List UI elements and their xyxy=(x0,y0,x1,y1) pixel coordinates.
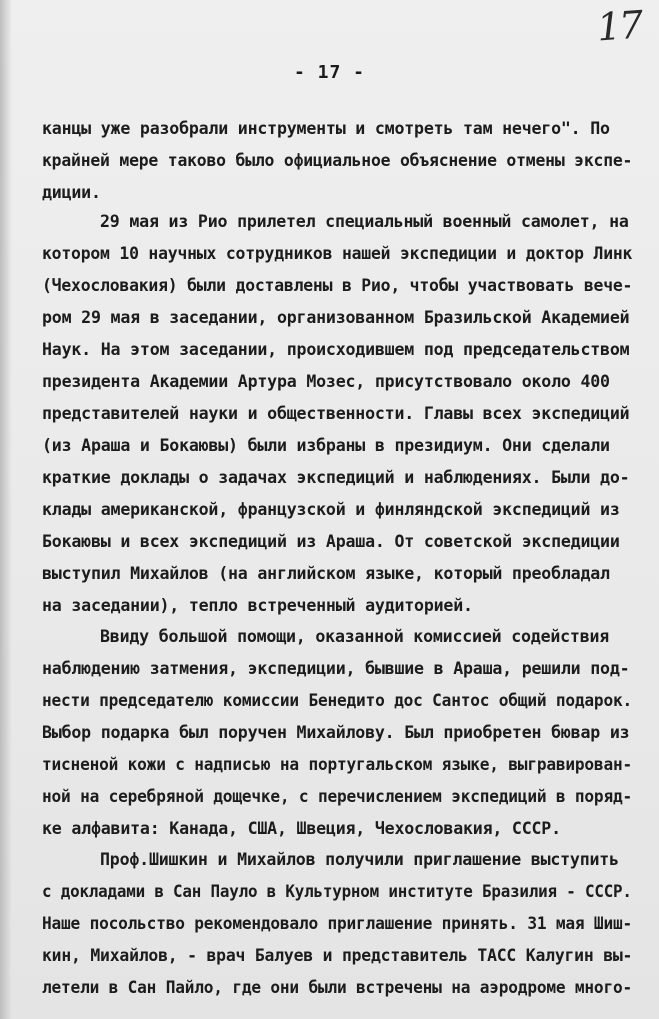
text-line: ной на серебряной дощечке, с перечислением экспедиций в поряд- xyxy=(42,787,633,806)
text-line: Бокаювы и всех экспедиций из Араша. От советской экспедиции xyxy=(42,532,620,551)
text-line: тисненой кожи с надписью на португальском языке, выгравирован- xyxy=(42,755,633,774)
text-line: с докладами в Сан Пауло в Культурном институте Бразилия - СССР. xyxy=(42,882,632,901)
text-line: клады американской, французской и финляндской экспедиций из xyxy=(42,500,620,519)
text-line: президента Академии Артура Мозес, присутствовало около 400 xyxy=(42,372,610,391)
page-number: - 17 - xyxy=(293,62,366,83)
text-line: кин, Михайлов, - врач Балуев и представитель ТАСС Калугин вы- xyxy=(42,946,633,965)
paragraph-first-line: Проф.Шишкин и Михайлов получили приглашение выступить xyxy=(100,850,619,869)
text-line: крайней мере таково было официальное объяснение отмены экспе- xyxy=(42,151,633,170)
text-line: ром 29 мая в заседании, организованном Бразильской Академией xyxy=(42,308,630,327)
paragraph-first-line: Ввиду большой помощи, оказанной комиссией содействия xyxy=(100,627,610,646)
text-line: диции. xyxy=(42,183,101,202)
text-line: Наше посольство рекомендовало приглашение принять. 31 мая Шиш- xyxy=(42,914,633,933)
text-line: наблюдению затмения, экспедиции, бывшие в Араша, решили под- xyxy=(42,659,630,678)
text-line: представителей науки и общественности. Главы всех экспедиций xyxy=(42,404,630,423)
text-line: котором 10 научных сотрудников нашей экспедиции и доктор Линк xyxy=(42,244,633,263)
text-line: краткие доклады о задачах экспедиций и наблюдениях. Были до- xyxy=(42,468,630,487)
text-line: Наук. На этом заседании, происходившем под председательством xyxy=(42,340,630,359)
text-line: Выбор подарка был поручен Михайлову. Был приобретен бювар из xyxy=(42,723,630,742)
text-line: летели в Сан Пайло, где они были встречены на аэродроме много- xyxy=(42,978,633,997)
text-line: канцы уже разобрали инструменты и смотреть там нечего". По xyxy=(42,119,610,138)
page-shadow-edge xyxy=(0,0,12,1019)
text-line: (Чехословакия) были доставлены в Рио, чтобы участвовать вече- xyxy=(42,276,633,295)
text-line: нести председателю комиссии Бенедито дос Сантос общий подарок. xyxy=(42,691,633,710)
handwritten-folio-number: 17 xyxy=(595,2,643,50)
paragraph-first-line: 29 мая из Рио прилетел специальный военный самолет, на xyxy=(100,212,629,231)
text-line: (из Араша и Бокаювы) были избраны в президиум. Они сделали xyxy=(42,436,610,455)
text-line: на заседании), тепло встреченный аудиторией. xyxy=(42,596,473,615)
text-line: ке алфавита: Канада, США, Швеция, Чехословакия, СССР. xyxy=(42,819,561,838)
text-line: выступил Михайлов (на английском языке, который преобладал xyxy=(42,564,610,583)
